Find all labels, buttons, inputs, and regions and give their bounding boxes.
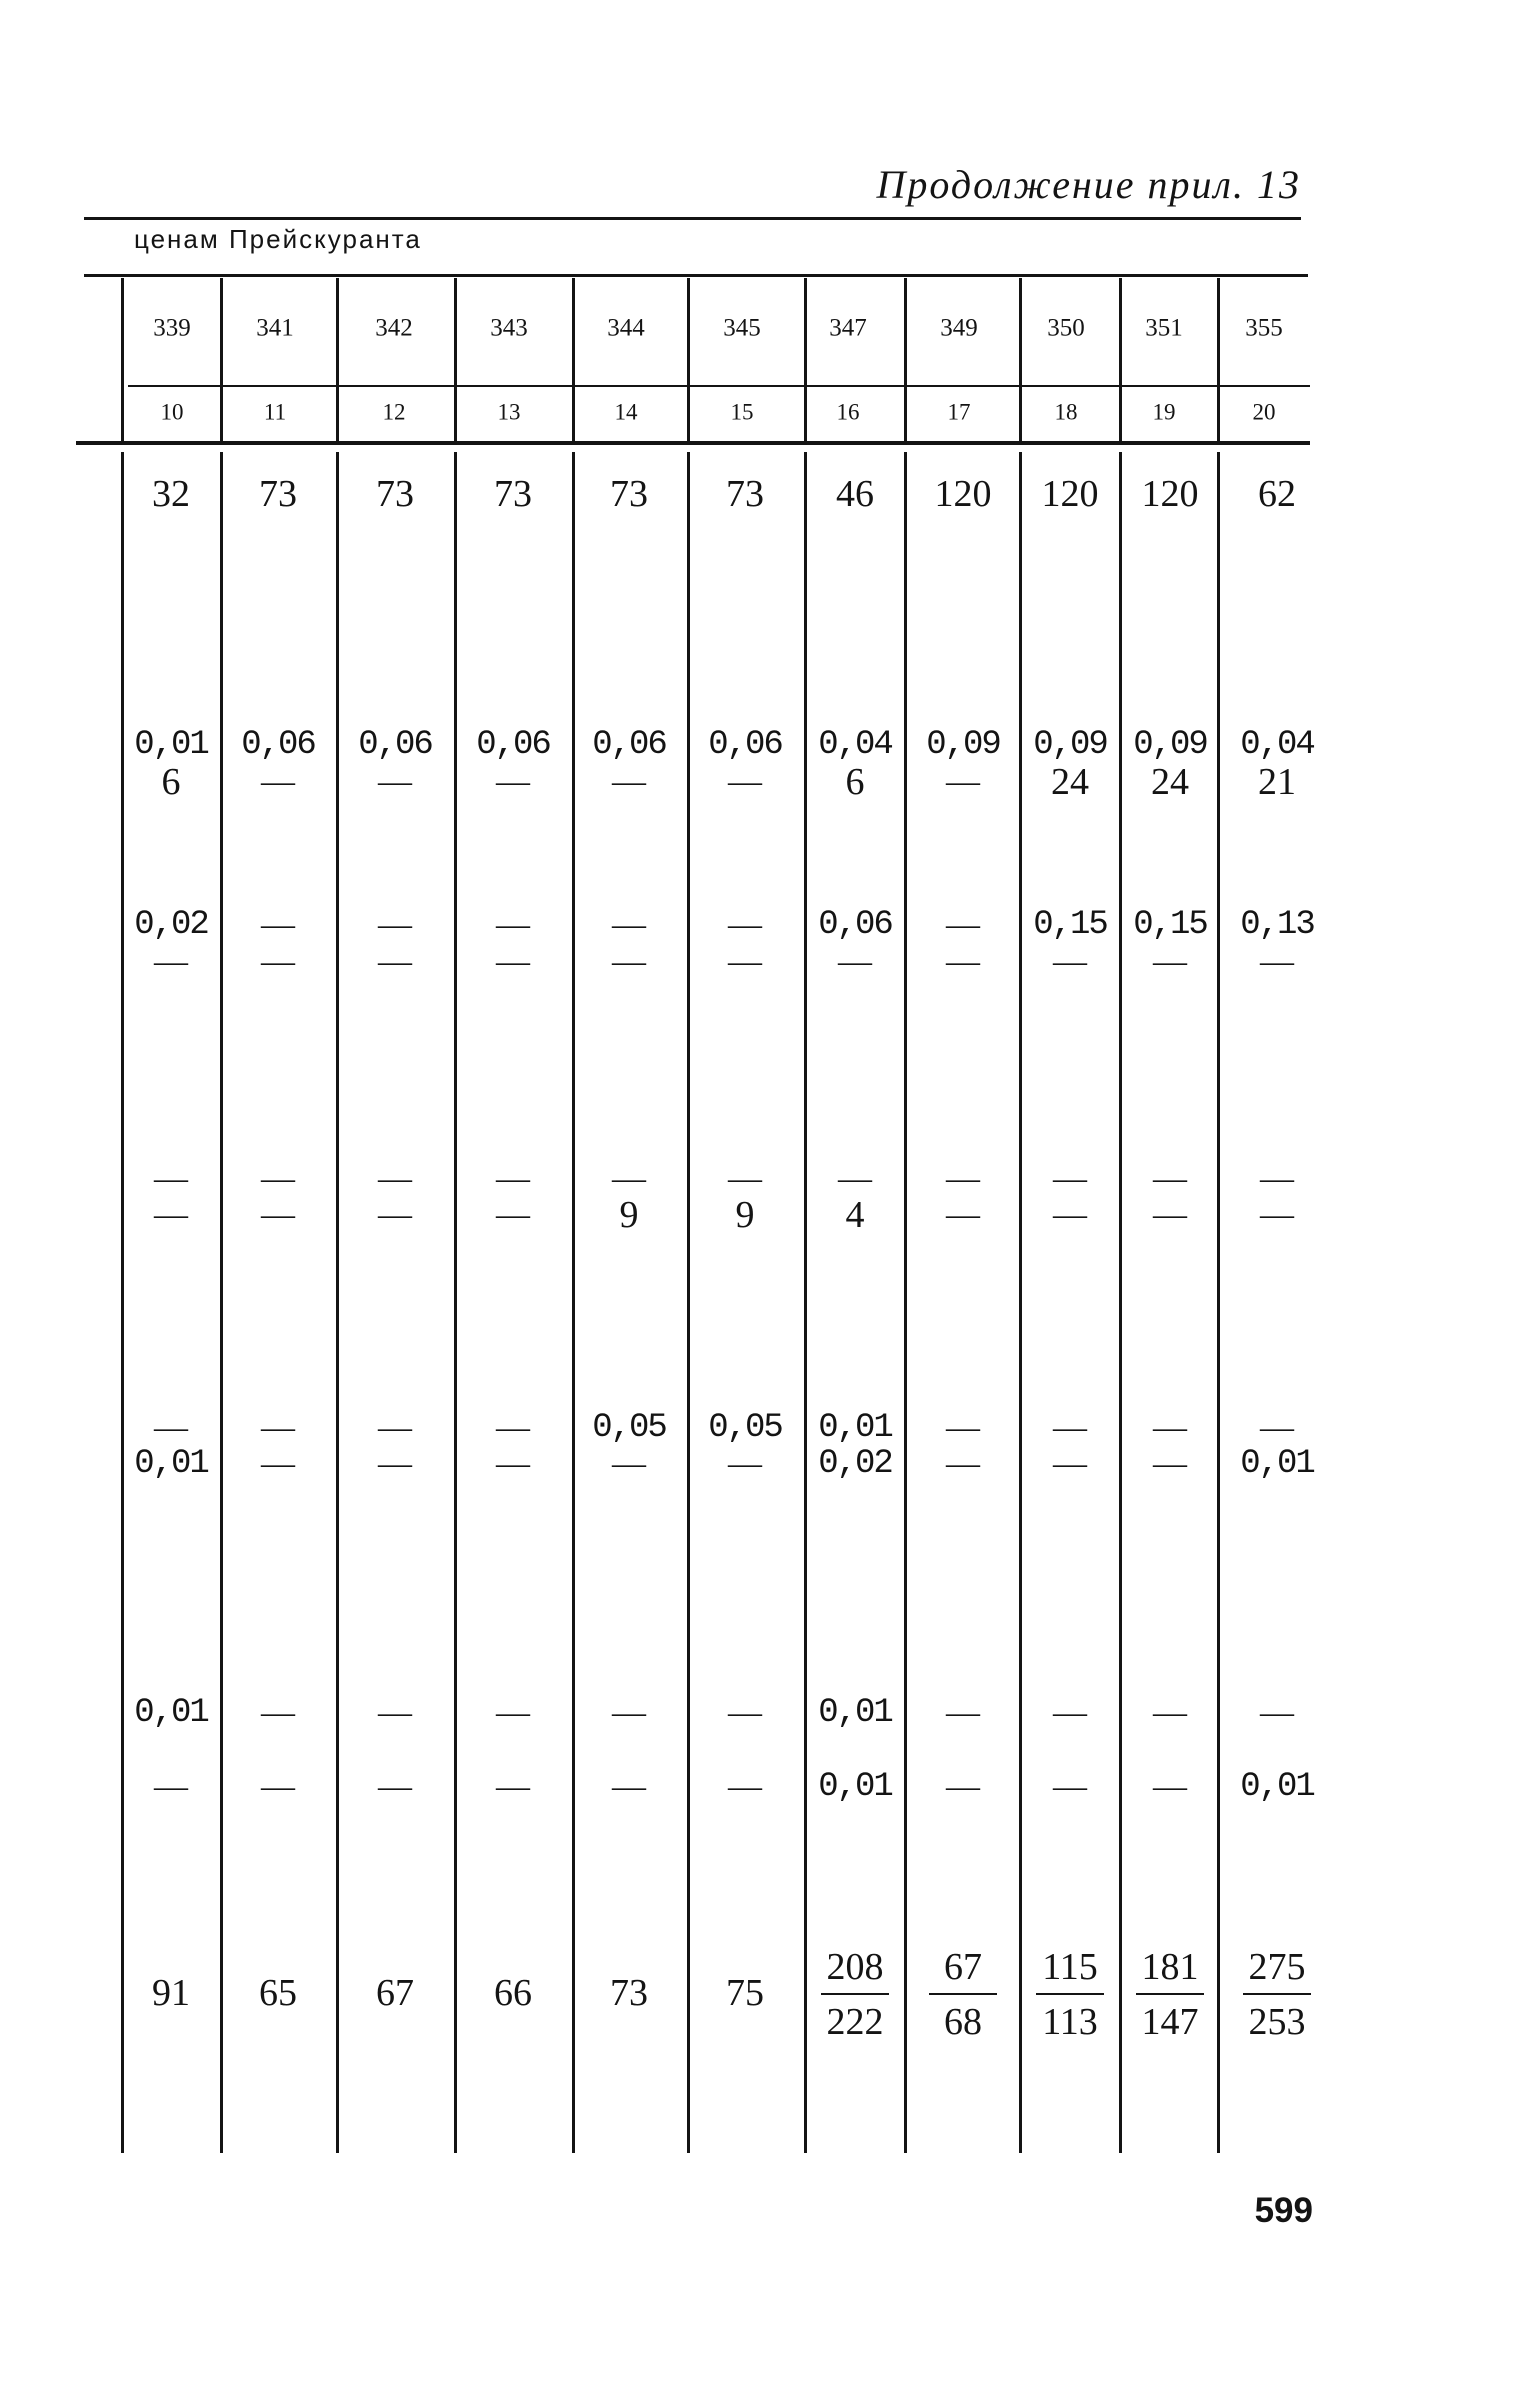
table-cell-value-lower: —	[154, 1196, 188, 1233]
table-cell-value-lower: 0,01	[818, 1768, 892, 1806]
table-cell-value-lower: 24	[1151, 761, 1189, 803]
table-cell-value-lower: —	[378, 1445, 412, 1482]
table-cell-value-upper: 0,01	[818, 1694, 892, 1732]
header-column-rule	[687, 278, 690, 442]
continuation-heading: Продолжение прил. 13	[876, 162, 1301, 207]
table-cell-value-upper: 0,01	[134, 1694, 208, 1732]
table-cell-value-upper: —	[1153, 1409, 1187, 1446]
table-cell-value-upper: —	[1053, 1160, 1087, 1197]
table-cell-value-lower: 21	[1258, 761, 1296, 803]
header-column-index: 10	[160, 399, 184, 425]
table-cell-value: 32	[152, 473, 190, 515]
table-cell-value-lower: 0,02	[818, 1445, 892, 1483]
fraction-bar	[1136, 1993, 1204, 1995]
fraction-bar	[1036, 1993, 1104, 1995]
body-column-rule	[804, 452, 807, 2153]
table-cell-value-upper: 0,06	[241, 726, 315, 764]
table-cell-value-lower: —	[378, 763, 412, 800]
table-cell-value-upper: 0,05	[708, 1409, 782, 1447]
table-cell-value-lower: —	[946, 1196, 980, 1233]
table-cell-value: 120	[1141, 473, 1199, 515]
table-cell-value-upper: 0,09	[1133, 726, 1207, 764]
table-cell-value: 73	[610, 1972, 648, 2014]
table-caption: ценам Прейскуранта	[134, 224, 422, 254]
table-cell-value-lower: —	[728, 1445, 762, 1482]
header-column-rule	[1019, 278, 1022, 442]
table-cell-value-upper: 0,06	[358, 726, 432, 764]
table-cell-value-upper: —	[378, 1409, 412, 1446]
table-cell-value-lower: —	[728, 763, 762, 800]
fraction-denominator: 222	[826, 2001, 884, 2043]
table-cell-value-upper: —	[838, 1160, 872, 1197]
table-cell-value-upper: 0,04	[1240, 726, 1314, 764]
table-cell-value-lower: —	[261, 1445, 295, 1482]
table-cell-value-lower: —	[612, 943, 646, 980]
table-cell-value-upper: —	[1153, 1160, 1187, 1197]
table-cell-value-upper: —	[261, 1694, 295, 1731]
table-cell-value-upper: —	[728, 906, 762, 943]
fraction-denominator: 147	[1141, 2001, 1199, 2043]
table-cell-value: 120	[934, 473, 992, 515]
table-cell-value-upper: 0,09	[926, 726, 1000, 764]
body-column-rule	[572, 452, 575, 2153]
table-cell-value-lower: —	[496, 1445, 530, 1482]
table-cell-value-upper: —	[728, 1160, 762, 1197]
table-cell-value-upper: —	[1153, 1694, 1187, 1731]
fraction-numerator: 181	[1141, 1946, 1199, 1988]
header-column-rule	[220, 278, 223, 442]
header-column-rule	[454, 278, 457, 442]
header-price-number: 342	[375, 314, 413, 342]
table-cell-value-lower: 4	[845, 1194, 865, 1236]
table-cell-value-upper: 0,05	[592, 1409, 666, 1447]
table-cell-value-lower: —	[378, 1768, 412, 1805]
table-cell-value-upper: 0,06	[818, 906, 892, 944]
table-cell-value-lower: —	[946, 763, 980, 800]
table-cell-value-lower: —	[946, 1768, 980, 1805]
header-column-index: 16	[836, 399, 860, 425]
header-column-rule	[1119, 278, 1122, 442]
table-cell-value-lower: —	[612, 1445, 646, 1482]
header-column-rule	[572, 278, 575, 442]
table-cell-value-upper: —	[261, 1409, 295, 1446]
table-cell-value: 73	[259, 473, 297, 515]
header-column-rule	[904, 278, 907, 442]
table-cell-value-upper: 0,06	[476, 726, 550, 764]
body-column-rule	[336, 452, 339, 2153]
header-column-rule	[336, 278, 339, 442]
table-cell-value-upper: 0,13	[1240, 906, 1314, 944]
table-cell-value: 62	[1258, 473, 1296, 515]
fraction-numerator: 115	[1042, 1946, 1098, 1988]
body-column-rule	[121, 452, 124, 2153]
body-column-rule	[1019, 452, 1022, 2153]
fraction-denominator: 68	[944, 2001, 982, 2043]
table-cell-value-lower: —	[1053, 1768, 1087, 1805]
body-column-rule	[687, 452, 690, 2153]
table-cell-value: 73	[494, 473, 532, 515]
table-cell-value: 46	[836, 473, 874, 515]
fraction-denominator: 253	[1248, 2001, 1306, 2043]
table-cell-value-upper: —	[612, 1160, 646, 1197]
table-cell-value-lower: —	[378, 943, 412, 980]
header-column-index: 14	[614, 399, 638, 425]
table-cell-value-lower: —	[378, 1196, 412, 1233]
header-price-number: 345	[723, 314, 761, 342]
table-cell-value: 73	[376, 473, 414, 515]
table-cell-value-upper: —	[378, 906, 412, 943]
table-cell-value-upper: —	[154, 1409, 188, 1446]
table-cell-value-lower: —	[838, 943, 872, 980]
header-column-index: 20	[1252, 399, 1276, 425]
table-cell-value-lower: —	[261, 1768, 295, 1805]
table-cell-value: 65	[259, 1972, 297, 2014]
table-cell-value-lower: —	[496, 1768, 530, 1805]
table-cell-value-upper: 0,06	[592, 726, 666, 764]
table-cell-value-upper: —	[496, 1409, 530, 1446]
table-cell-value-lower: —	[1260, 943, 1294, 980]
table-cell-value-upper: —	[728, 1694, 762, 1731]
table-cell-value-upper: 0,15	[1133, 906, 1207, 944]
header-column-rule	[804, 278, 807, 442]
table-cell-value-lower: —	[728, 1768, 762, 1805]
body-column-rule	[1119, 452, 1122, 2153]
body-column-rule	[1217, 452, 1220, 2153]
fraction-numerator: 208	[826, 1946, 884, 1988]
body-column-rule	[220, 452, 223, 2153]
table-cell-value-lower: —	[1053, 943, 1087, 980]
table-cell-value-lower: —	[612, 1768, 646, 1805]
fraction-numerator: 275	[1248, 1946, 1306, 1988]
body-column-rule	[454, 452, 457, 2153]
table-cell-value-upper: —	[946, 1160, 980, 1197]
table-cell-value-lower: 0,01	[134, 1445, 208, 1483]
table-cell-value-lower: —	[1153, 1196, 1187, 1233]
fraction-numerator: 67	[944, 1946, 982, 1988]
table-cell-value-lower: —	[1053, 1445, 1087, 1482]
header-column-index: 15	[730, 399, 754, 425]
table-cell-value-upper: —	[946, 1694, 980, 1731]
table-cell-value-upper: —	[1260, 1160, 1294, 1197]
table-cell-value-lower: 9	[735, 1194, 755, 1236]
table-cell-value-upper: —	[378, 1694, 412, 1731]
fraction-bar	[821, 1993, 889, 1995]
table-cell-value: 75	[726, 1972, 764, 2014]
fraction-denominator: 113	[1042, 2001, 1098, 2043]
table-cell-value-upper: —	[378, 1160, 412, 1197]
fraction-bar	[1243, 1993, 1311, 1995]
table-cell-value-lower: —	[496, 763, 530, 800]
table-cell-value-upper: —	[261, 1160, 295, 1197]
table-cell-value-upper: —	[496, 906, 530, 943]
table-cell-value-upper: —	[612, 1694, 646, 1731]
fraction-bar	[929, 1993, 997, 1995]
header-price-number: 344	[607, 314, 645, 342]
table-cell-value-lower: —	[154, 943, 188, 980]
table-cell-value: 91	[152, 1972, 190, 2014]
table-cell-value-upper: 0,01	[818, 1409, 892, 1447]
table-cell-value: 67	[376, 1972, 414, 2014]
header-price-number: 351	[1145, 314, 1183, 342]
table-cell-value-lower: 6	[161, 761, 181, 803]
header-price-number: 349	[940, 314, 978, 342]
table-cell-value-upper: 0,02	[134, 906, 208, 944]
table-cell-value-lower: —	[261, 943, 295, 980]
table-cell-value-lower: —	[496, 943, 530, 980]
table-cell-value-upper: —	[261, 906, 295, 943]
header-column-index: 18	[1054, 399, 1078, 425]
table-cell-value-lower: 9	[619, 1194, 639, 1236]
table-cell-value-lower: —	[261, 1196, 295, 1233]
header-price-number: 350	[1047, 314, 1085, 342]
header-column-index: 13	[497, 399, 521, 425]
table-cell-value-upper: —	[154, 1160, 188, 1197]
table-cell-value-upper: —	[1260, 1409, 1294, 1446]
header-price-number: 341	[256, 314, 294, 342]
table-cell-value-upper: 0,09	[1033, 726, 1107, 764]
table-cell-value: 120	[1041, 473, 1099, 515]
table-cell-value-upper: —	[1053, 1694, 1087, 1731]
table-cell-value-upper: —	[946, 1409, 980, 1446]
table-cell-value: 73	[610, 473, 648, 515]
table-cell-value-upper: —	[946, 906, 980, 943]
page-number: 599	[1254, 2191, 1313, 2230]
table-cell-value-lower: 6	[845, 761, 865, 803]
table-cell-value-upper: 0,06	[708, 726, 782, 764]
table-cell-value-upper: 0,15	[1033, 906, 1107, 944]
table-cell-value-lower: —	[728, 943, 762, 980]
table-cell-value-lower: —	[261, 763, 295, 800]
header-column-rule	[121, 278, 124, 442]
table-cell-value-lower: —	[1260, 1196, 1294, 1233]
header-column-index: 11	[263, 399, 287, 425]
table-cell-value-lower: —	[946, 943, 980, 980]
table-cell-value-lower: —	[946, 1445, 980, 1482]
header-column-index: 12	[382, 399, 406, 425]
table-cell-value-lower: —	[1053, 1196, 1087, 1233]
table-cell-value-upper: —	[496, 1694, 530, 1731]
table-cell-value: 73	[726, 473, 764, 515]
table-cell-value-lower: —	[1153, 943, 1187, 980]
table-cell-value-lower: —	[612, 763, 646, 800]
body-column-rule	[904, 452, 907, 2153]
table-cell-value-upper: 0,01	[134, 726, 208, 764]
header-price-number: 355	[1245, 314, 1283, 342]
table-cell-value-lower: —	[1153, 1445, 1187, 1482]
table-cell-value-lower: —	[496, 1196, 530, 1233]
table-cell-value-lower: 0,01	[1240, 1768, 1314, 1806]
table-cell-value-upper: —	[612, 906, 646, 943]
table-cell-value-upper: 0,04	[818, 726, 892, 764]
table-cell-value-lower: —	[1153, 1768, 1187, 1805]
header-price-number: 347	[829, 314, 867, 342]
header-price-number: 343	[490, 314, 528, 342]
header-column-index: 17	[947, 399, 971, 425]
table-cell-value-lower: 24	[1051, 761, 1089, 803]
table-cell-value-upper: —	[1053, 1409, 1087, 1446]
table-cell-value-lower: 0,01	[1240, 1445, 1314, 1483]
header-price-number: 339	[153, 314, 191, 342]
table-cell-value-upper: —	[496, 1160, 530, 1197]
header-column-rule	[1217, 278, 1220, 442]
table-cell-value: 66	[494, 1972, 532, 2014]
table-cell-value-lower: —	[154, 1768, 188, 1805]
table-cell-value-upper: —	[1260, 1694, 1294, 1731]
header-column-index: 19	[1152, 399, 1176, 425]
